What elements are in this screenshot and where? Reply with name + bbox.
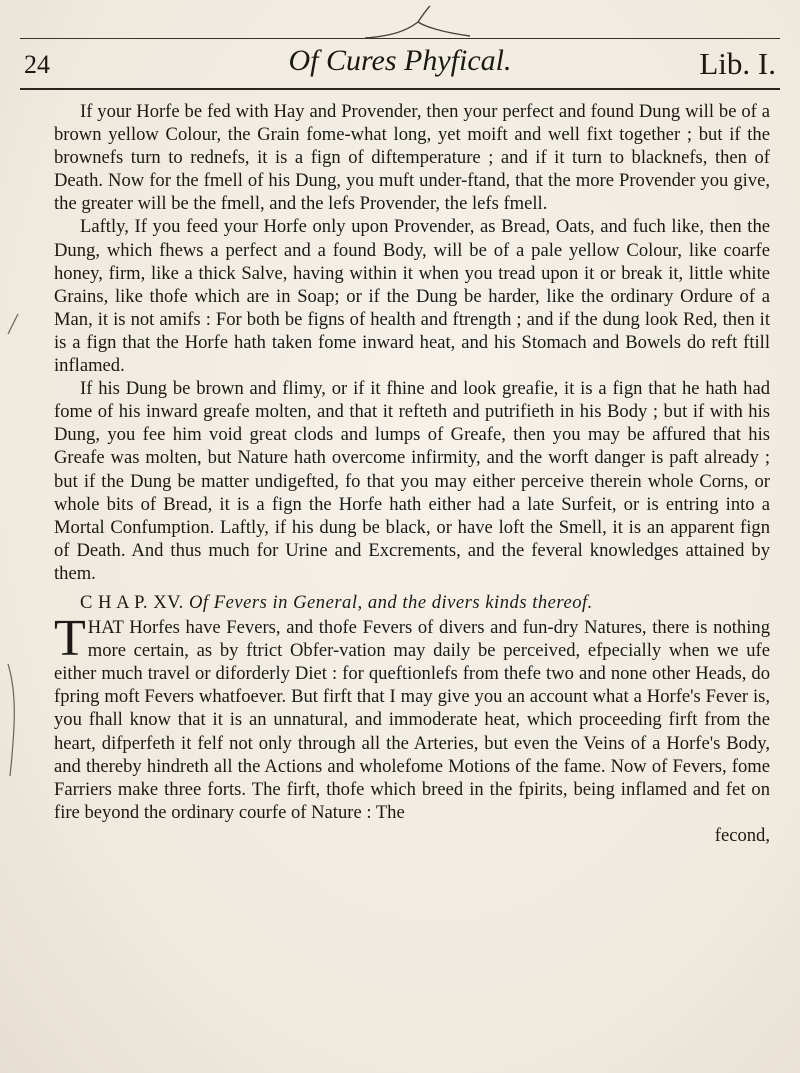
page-header — [20, 44, 780, 84]
catchword: fecond, — [714, 824, 770, 846]
top-rule — [20, 38, 780, 39]
paragraph-fevers — [54, 610, 770, 824]
header-rule — [20, 88, 780, 90]
body-text — [54, 100, 770, 847]
page-number: 24 — [24, 50, 50, 79]
drop-cap: T — [54, 610, 86, 668]
paragraph-fevers-text: HAT Horfes have Fevers, and thofe Fevers of divers and fun-dry Natures, there is nothing more certain, as by ftrict Obfer-vation may daily be perceived, efpecially when we ufe either much travel or diforderly Diet : for queftionlefs from thefe two and none other Heads, do fpring moft Fevers whatfoever. But firft that I may give you an account what a Horfe's Fever is, you fhall know that it is an unnatural, and immoderate heat, which proceeding firft from the heart, difperfeth it felf not only through all the Arteries, but even the Veins of a Horfe's Body, and thereby hindreth all the Actions and wholefome Motions of the fame. Now of Fevers, fome Farriers make three forts. The firft, thofe which breed in the fpirits, being inflamed and fet on fire beyond the ordinary courfe of Nature : The — [54, 617, 770, 823]
margin-mark-icon — [6, 312, 20, 336]
margin-bracket-icon — [6, 660, 20, 780]
book-reference: Lib. I. — [699, 46, 776, 81]
paragraph-dung-colour: If your Horfe be fed with Hay and Provender, then your perfect and found Dung will be of a brown yellow Colour, the Grain fome-what long, yet moift and well fixt together ; but if the brownefs turn to rednefs, it is a fign of diftemperature ; and if it turn to blacknefs, then of Death. Now for the fmell of his Dung, you muft under-ftand, that the more Provender you give, the greater will be the fmell, and the lefs Provender, the lefs fmell. — [54, 101, 770, 215]
chapter-number: C H A P. XV. — [80, 591, 184, 613]
paragraph-greasy-dung: If his Dung be brown and flimy, or if it fhine and look greafie, it is a fign that he hath had fome of his inward greafe molten, and that it refteth and putrifieth in his Body ; but if with his Dung, you fee him void great clods and lumps of Greafe, then you may be affured that his Greafe was molten, but Nature hath overcome infirmity, and the worft danger is paft already ; but if the Dung be matter undigefted, fo that you may either perceive therein whole Corns, or whole bits of Bread, it is a fign the Horfe hath either had a late Surfeit, or is entring into a Mortal Confumption. Laftly, if his dung be black, or have loft the Smell, it is an apparent fign of Death. And thus much for Urine and Excrements, and the feveral knowledges attained by them. — [54, 378, 770, 584]
head-ornament-icon — [360, 2, 480, 42]
paragraph-provender: Laftly, If you feed your Horfe only upon Provender, as Bread, Oats, and fuch like, then the Dung, which fhews a perfect and a found Body, will be of a pale yellow Colour, like coarfe honey, firm, like a thick Salve, having within it when you tread upon it or break it, little white Grains, like thofe which are in Soap; or if the Dung be harder, like the ordinary Ordure of a Man, it is not amifs : For both be figns of health and ftrength ; and if the dung look Red, then it is a fign that the Horfe hath taken fome inward heat, and his Stomach and Bowels do reft ftill inflamed. — [54, 216, 770, 377]
running-title: Of Cures Phyfical. — [288, 44, 512, 77]
chapter-heading — [54, 591, 770, 614]
chapter-subtitle: Of Fevers in General, and the divers kinds thereof. — [189, 591, 593, 613]
